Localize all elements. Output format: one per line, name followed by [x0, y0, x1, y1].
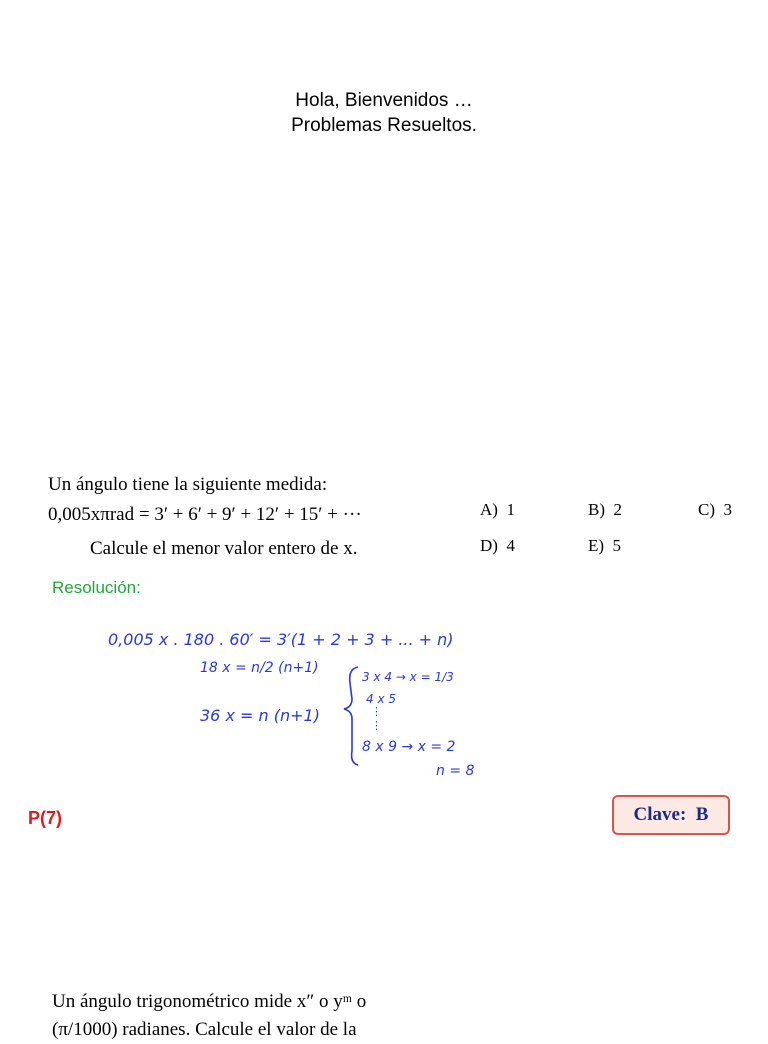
solution-step: 8 x 9 → x = 2 — [362, 739, 456, 755]
option-value: 4 — [506, 536, 515, 555]
brace-icon — [344, 667, 358, 765]
solution-step: 3 x 4 → x = 1/3 — [362, 670, 454, 684]
solution-step: 18 x = n/2 (n+1) — [200, 660, 319, 676]
option-value: 3 — [723, 500, 732, 519]
next-problem-line: (π/1000) radianes. Calcule el valor de la — [52, 1019, 357, 1040]
answer-badge — [612, 795, 730, 835]
solution-step: 0,005 x . 180 . 60′ = 3′(1 + 2 + 3 + ... + n) — [108, 630, 454, 649]
option-value: 5 — [612, 536, 622, 555]
option-value: 1 — [506, 500, 515, 519]
solution-step: 36 x = n (n+1) — [200, 706, 320, 725]
handwritten-solution — [100, 615, 500, 790]
vertical-dots-icon: ⋮ — [371, 705, 382, 718]
option-c — [698, 500, 732, 520]
solution-step: n = 8 — [436, 763, 475, 779]
vertical-dots-icon: ⋮ — [371, 719, 382, 732]
answer-text: Clave: B — [633, 804, 709, 825]
problem-equation: 0,005xπrad = 3′ + 6′ + 9′ + 12′ + 15′ + ··· — [48, 504, 362, 525]
subtitle-line: Problemas Resueltos. — [291, 115, 477, 136]
problem-number: P(7) — [28, 808, 63, 828]
next-problem — [52, 988, 366, 1044]
option-b — [588, 500, 622, 520]
welcome-header — [0, 88, 768, 138]
option-label: D) — [480, 536, 498, 555]
option-label: B) — [588, 500, 605, 519]
problem-statement-line: Un ángulo tiene la siguiente medida: — [48, 474, 328, 495]
solution-step: 4 x 5 — [366, 692, 396, 706]
option-e — [588, 536, 621, 556]
option-label: E) — [588, 536, 605, 555]
welcome-line: Hola, Bienvenidos … — [295, 90, 473, 111]
option-label: C) — [698, 500, 715, 519]
option-a — [480, 500, 515, 520]
next-problem-line: Un ángulo trigonométrico mide x″ o yᵐ o — [52, 991, 367, 1012]
option-label: A) — [480, 500, 498, 519]
problem-question: Calcule el menor valor entero de x. — [90, 538, 358, 559]
option-value: 2 — [613, 500, 622, 519]
option-d — [480, 536, 515, 556]
solution-heading: Resolución: — [52, 578, 141, 597]
